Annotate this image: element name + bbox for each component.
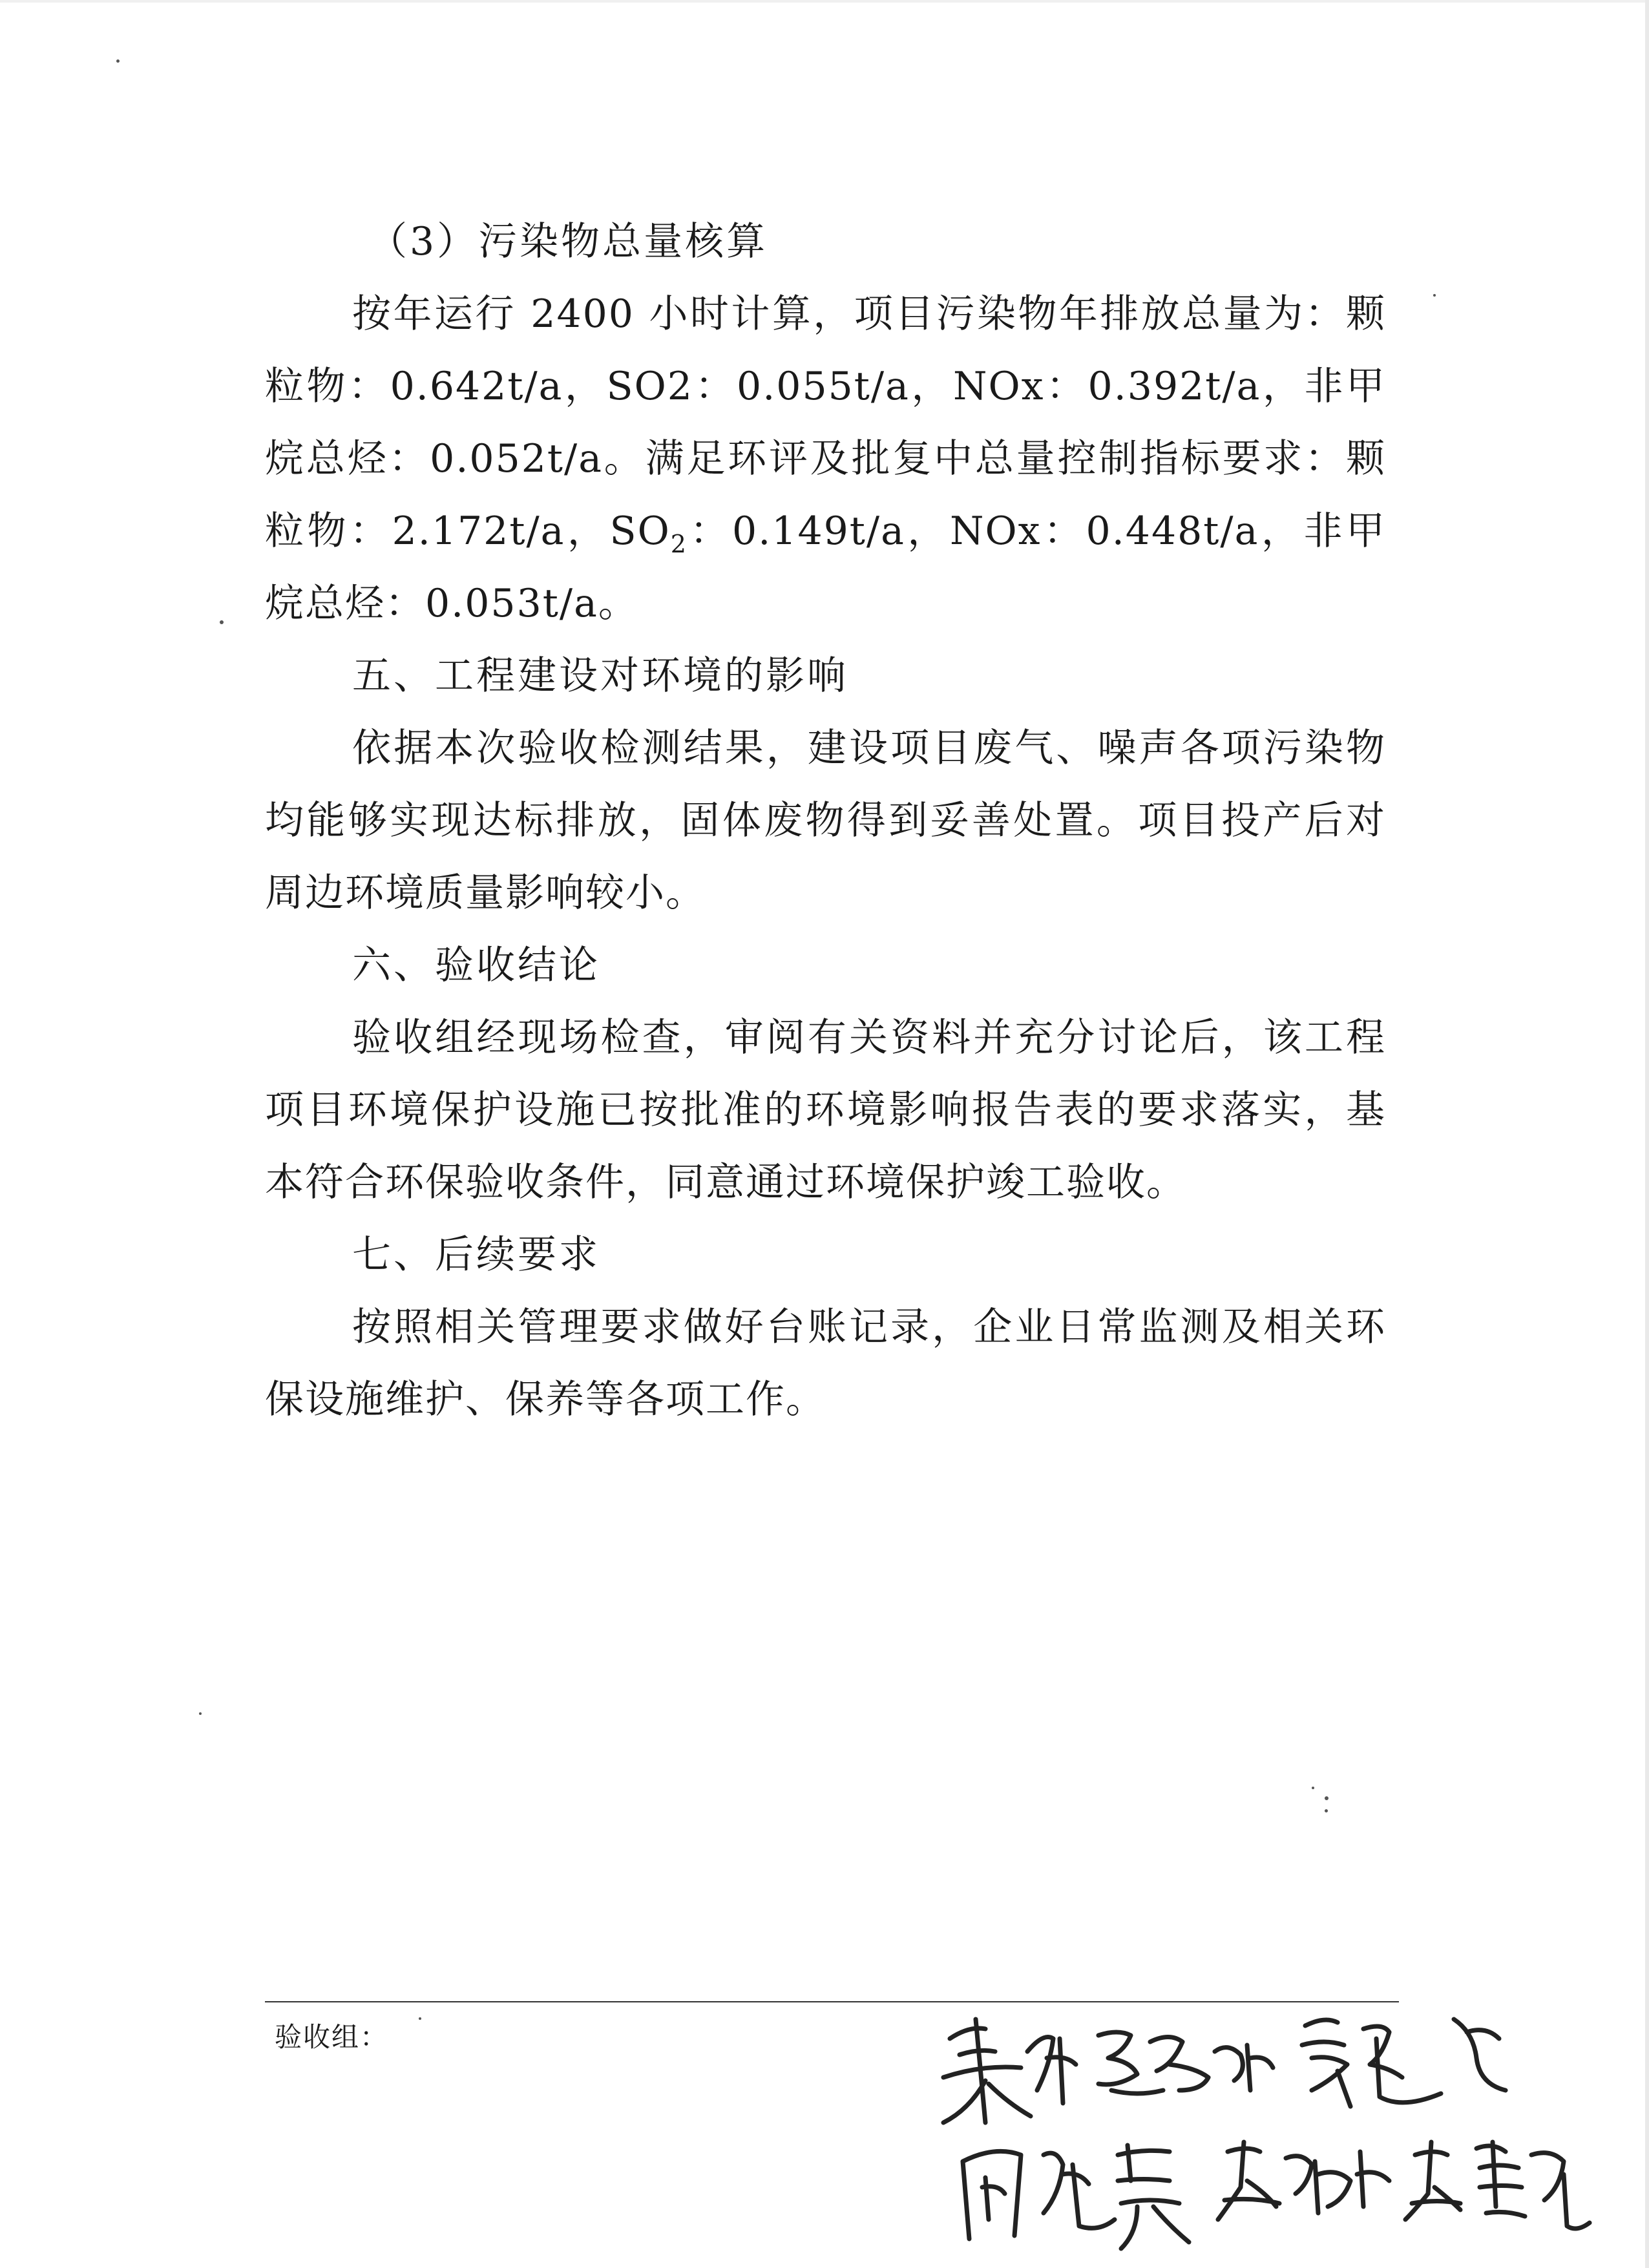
signature-3 <box>1302 2019 1506 2106</box>
signature-1 <box>943 2019 1076 2123</box>
scan-edge-top <box>0 0 1649 3</box>
document-body <box>265 205 1386 1436</box>
scan-speck <box>116 59 120 63</box>
so2-label: SO <box>609 509 671 554</box>
signature-6 <box>1405 2142 1590 2229</box>
section-6-paragraph: 验收组经现场检查，审阅有关资料并充分讨论后，该工程项目环境保护设施已按批准的环境影响报告表的要求落实，基本符合环保验收条件，同意通过环境保护竣工验收。 <box>265 1015 1386 1205</box>
section-3-paragraph <box>265 278 1386 640</box>
section-5-paragraph: 依据本次验收检测结果，建设项目废气、噪声各项污染物均能够实现达标排放，固体废物得到妥善处置。项目投产后对周边环境质量影响较小。 <box>265 726 1386 916</box>
acceptance-group-label: 验收组： <box>275 2021 389 2053</box>
section-7-paragraph: 按照相关管理要求做好台账记录，企业日常监测及相关环保设施维护、保养等各项工作。 <box>265 1305 1386 1422</box>
scan-speck <box>419 2017 421 2020</box>
scan-speck <box>1325 1796 1329 1800</box>
section-3-heading: （3）污染物总量核算 <box>368 219 768 264</box>
scan-speck <box>1433 294 1436 297</box>
section-6-heading: 六、验收结论 <box>352 943 600 988</box>
signature-5 <box>1218 2142 1389 2220</box>
signature-4 <box>963 2145 1189 2249</box>
section-7-heading: 七、后续要求 <box>352 1232 600 1277</box>
section-5-heading: 五、工程建设对环境的影响 <box>352 653 848 698</box>
section-3-text: 按年运行 2400 小时计算，项目污染物年排放总量为：颗粒物：0.642t/a，SO2：0.055t/a，NOx：0.392t/a，非甲烷总烃：0.052t/a。满足环评及批复中总量控制指标要求：颗粒物：2.172t/a， <box>265 291 1386 554</box>
signature-2 <box>1098 2032 1273 2094</box>
handwritten-signatures <box>924 1993 1609 2258</box>
so2-subscript: 2 <box>670 530 688 558</box>
scan-speck <box>220 620 224 624</box>
scan-speck <box>1325 1809 1328 1812</box>
scan-edge-right <box>1645 0 1649 2268</box>
scan-speck <box>199 1712 202 1715</box>
scan-speck <box>1312 1787 1314 1789</box>
section-3-text-tail: ：0.149t/a，NOx：0.448t/a，非甲烷总烃：0.053t/a。 <box>265 509 1386 626</box>
